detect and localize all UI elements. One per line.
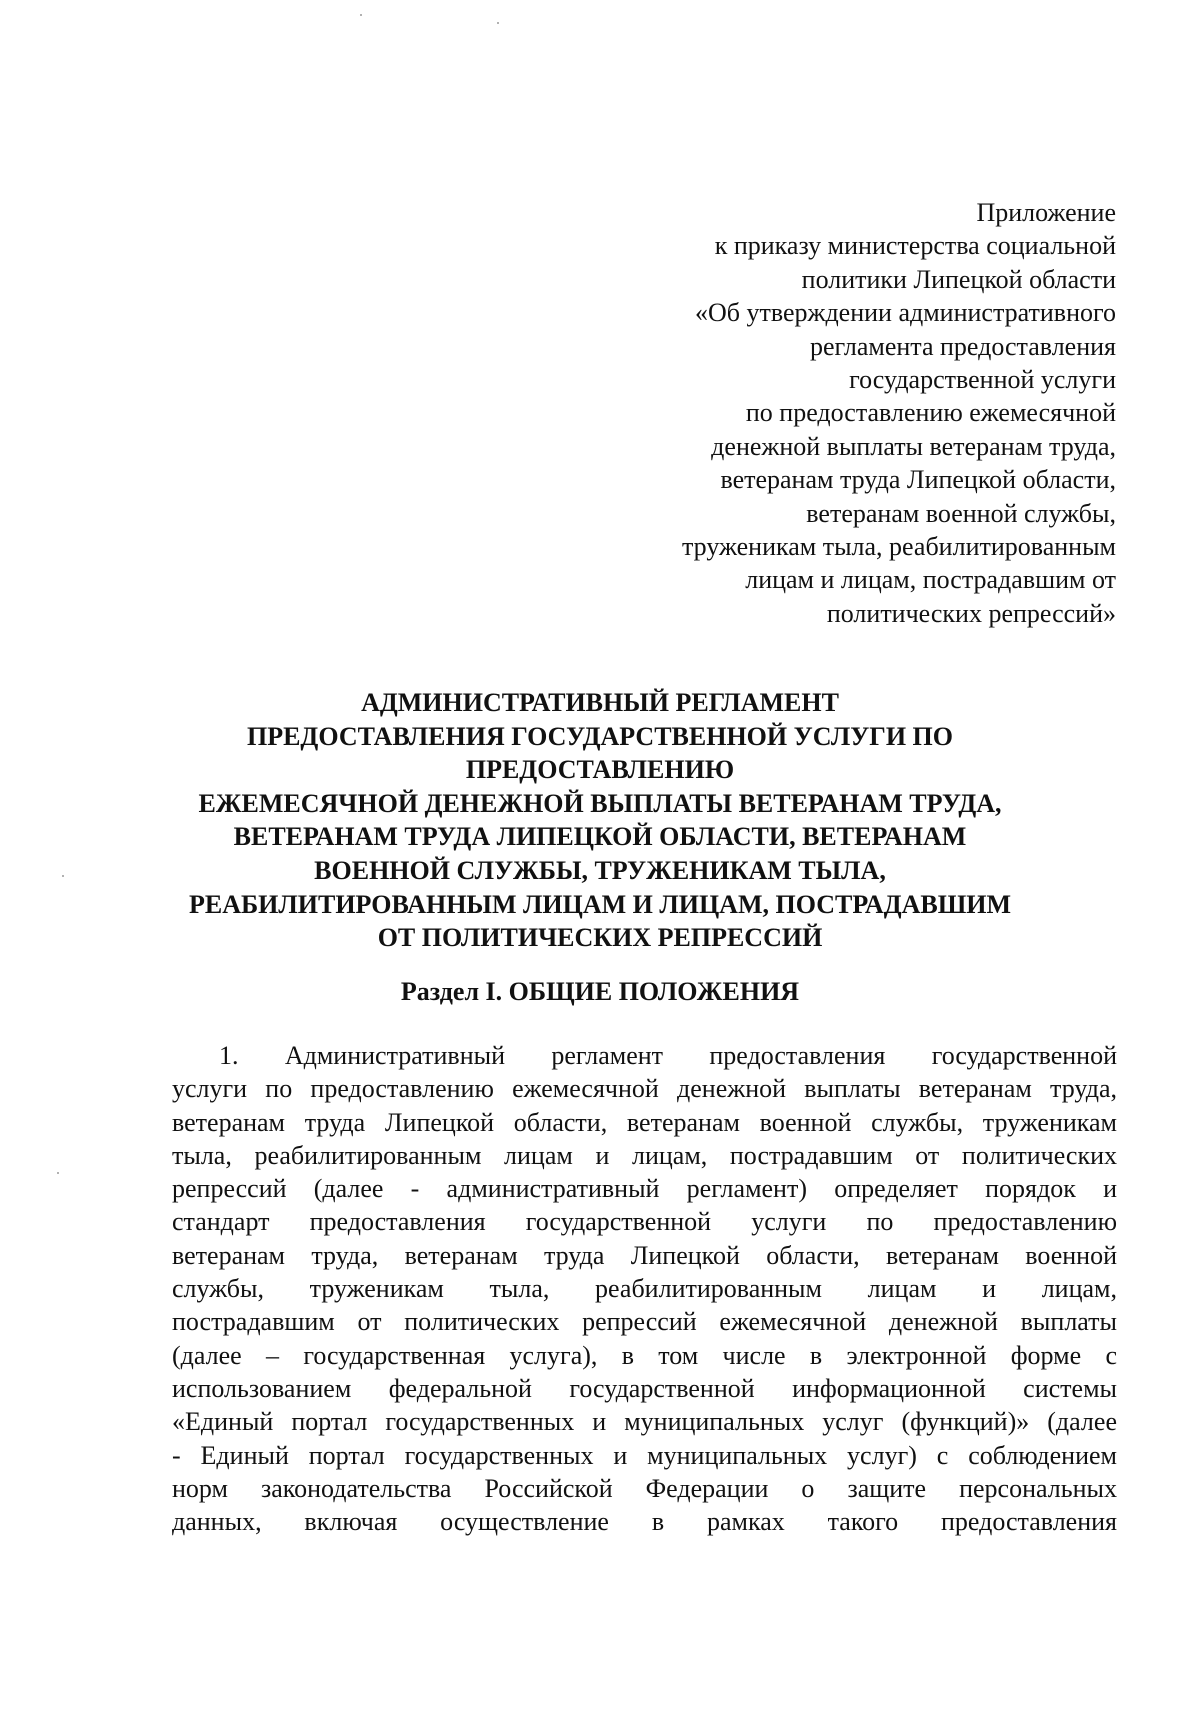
- paragraph-line: репрессий (далее - административный регламент) определяет порядок и: [172, 1174, 1117, 1204]
- paragraph-line: 1. Административный регламент предоставления государственной: [219, 1041, 1117, 1070]
- scan-speck: [360, 14, 362, 16]
- paragraph-line: службы, труженикам тыла, реабилитированным лицам и лицам,: [172, 1274, 1117, 1304]
- appendix-line: политических репрессий»: [826, 598, 1116, 628]
- appendix-line: лицам и лицам, пострадавшим от: [745, 565, 1116, 595]
- appendix-line: «Об утверждении административного: [694, 298, 1116, 328]
- scan-speck: [497, 22, 499, 24]
- paragraph-1: [172, 1039, 1117, 1538]
- paragraph-line: «Единый портал государственных и муниципальных услуг (функций)» (далее: [172, 1407, 1117, 1437]
- appendix-line: регламента предоставления: [809, 331, 1116, 361]
- paragraph-line: данных, включая осуществление в рамках такого предоставления: [172, 1507, 1117, 1537]
- title-line: ПРЕДОСТАВЛЕНИЮ: [465, 755, 735, 785]
- appendix-line: к приказу министерства социальной: [714, 231, 1116, 261]
- paragraph-line: ветеранам труда, ветеранам труда Липецкой области, ветеранам военной: [172, 1240, 1117, 1270]
- scan-speck: [57, 1172, 59, 1174]
- title-line: ВОЕННОЙ СЛУЖБЫ, ТРУЖЕНИКАМ ТЫЛА,: [314, 855, 886, 885]
- title-line: АДМИНИСТРАТИВНЫЙ РЕГЛАМЕНТ: [361, 688, 839, 717]
- paragraph-line: (далее – государственная услуга), в том числе в электронной форме с: [172, 1340, 1117, 1370]
- appendix-line: ветеранам военной службы,: [806, 498, 1116, 528]
- document-title: [84, 686, 1116, 955]
- title-line: ЕЖЕМЕСЯЧНОЙ ДЕНЕЖНОЙ ВЫПЛАТЫ ВЕТЕРАНАМ ТРУДА,: [198, 788, 1002, 818]
- appendix-line: Приложение: [976, 198, 1116, 227]
- appendix-line: политики Липецкой области: [801, 264, 1116, 294]
- paragraph-line: тыла, реабилитированным лицам и лицам, пострадавшим от политических: [172, 1140, 1117, 1170]
- section-heading: Раздел I. ОБЩИЕ ПОЛОЖЕНИЯ: [400, 977, 800, 1006]
- paragraph-line: норм законодательства Российской Федерации о защите персональных: [172, 1473, 1117, 1503]
- title-line: ПРЕДОСТАВЛЕНИЯ ГОСУДАРСТВЕННОЙ УСЛУГИ ПО: [246, 721, 954, 751]
- title-line: РЕАБИЛИТИРОВАННЫМ ЛИЦАМ И ЛИЦАМ, ПОСТРАДАВШИМ: [188, 889, 1012, 919]
- paragraph-line: услуги по предоставлению ежемесячной денежной выплаты ветеранам труда,: [172, 1074, 1117, 1104]
- title-line: ВЕТЕРАНАМ ТРУДА ЛИПЕЦКОЙ ОБЛАСТИ, ВЕТЕРАНАМ: [233, 822, 967, 852]
- title-line: ОТ ПОЛИТИЧЕСКИХ РЕПРЕССИЙ: [377, 923, 823, 953]
- paragraph-line: пострадавшим от политических репрессий ежемесячной денежной выплаты: [172, 1307, 1117, 1337]
- paragraph-line: стандарт предоставления государственной услуги по предоставлению: [172, 1207, 1117, 1237]
- appendix-line: по предоставлению ежемесячной: [745, 398, 1116, 428]
- appendix-header: [516, 196, 1116, 630]
- appendix-line: денежной выплаты ветеранам труда,: [711, 431, 1116, 461]
- appendix-line: труженикам тыла, реабилитированным: [682, 532, 1116, 562]
- appendix-line: государственной услуги: [849, 365, 1116, 395]
- paragraph-line: - Единый портал государственных и муниципальных услуг) с соблюдением: [172, 1440, 1117, 1470]
- appendix-line: ветеранам труда Липецкой области,: [720, 465, 1116, 495]
- paragraph-line: использованием федеральной государственной информационной системы: [172, 1373, 1117, 1403]
- scan-speck: [62, 875, 64, 877]
- paragraph-line: ветеранам труда Липецкой области, ветеранам военной службы, труженикам: [172, 1107, 1117, 1137]
